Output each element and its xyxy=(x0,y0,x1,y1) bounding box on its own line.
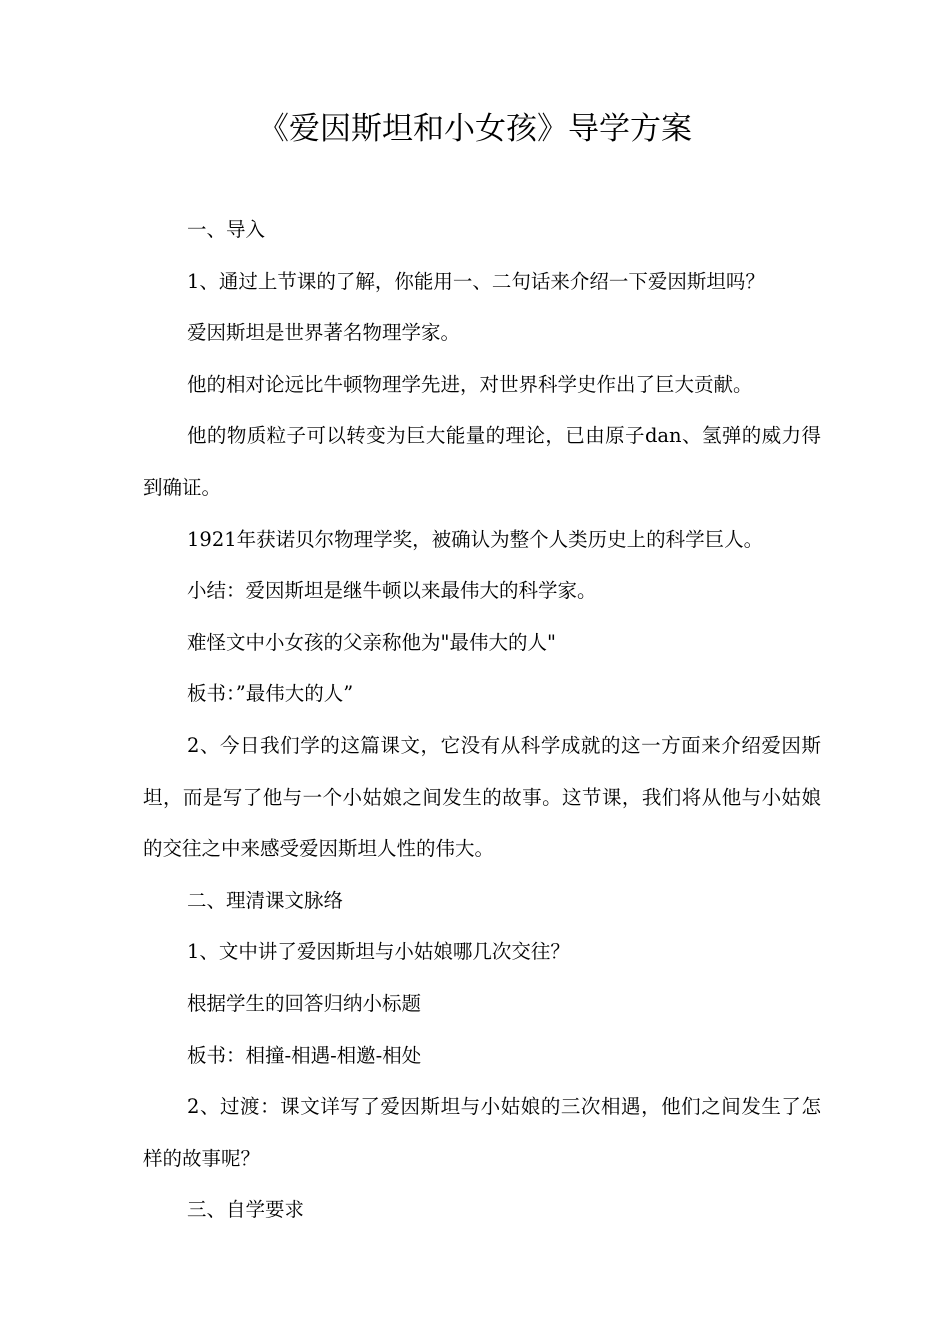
paragraph: 1、文中讲了爱因斯坦与小姑娘哪几次交往？ xyxy=(187,940,570,964)
paragraph: 小结：爱因斯坦是继牛顿以来最伟大的科学家。 xyxy=(187,579,597,603)
paragraph: 1、通过上节课的了解，你能用一、二句话来介绍一下爱因斯坦吗？ xyxy=(187,269,765,293)
paragraph: 难怪文中小女孩的父亲称他为"最伟大的人" xyxy=(187,630,556,654)
document-body xyxy=(143,204,821,1236)
paragraph: 他的相对论远比牛顿物理学先进，对世界科学史作出了巨大贡献。 xyxy=(187,372,753,396)
paragraph: 2、今日我们学的这篇课文，它没有从科学成就的这一方面来介绍爱因斯坦，而是写了他与一个小姑娘之间发生的故事。这节课，我们将从他与小姑娘的交往之中来感受爱因斯坦人性的伟大。 xyxy=(143,733,821,861)
section-heading-self-study: 三、自学要求 xyxy=(187,1198,305,1222)
paragraph: 爱因斯坦是世界著名物理学家。 xyxy=(187,321,461,345)
paragraph: 板书：”最伟大的人” xyxy=(187,682,354,706)
section-heading-structure: 二、理清课文脉络 xyxy=(187,888,344,912)
section-heading-intro: 一、导入 xyxy=(187,218,266,241)
paragraph: 2、过渡：课文详写了爱因斯坦与小姑娘的三次相遇，他们之间发生了怎样的故事呢？ xyxy=(143,1095,821,1170)
paragraph: 1921年获诺贝尔物理学奖，被确认为整个人类历史上的科学巨人。 xyxy=(187,527,764,551)
paragraph: 他的物质粒子可以转变为巨大能量的理论，已由原子dan、氢弹的威力得到确证。 xyxy=(143,424,821,499)
paragraph: 根据学生的回答归纳小标题 xyxy=(187,991,422,1015)
paragraph: 板书：相撞-相遇-相邀-相处 xyxy=(187,1043,422,1067)
document-title: 《爱因斯坦和小女孩》导学方案 xyxy=(258,111,692,147)
